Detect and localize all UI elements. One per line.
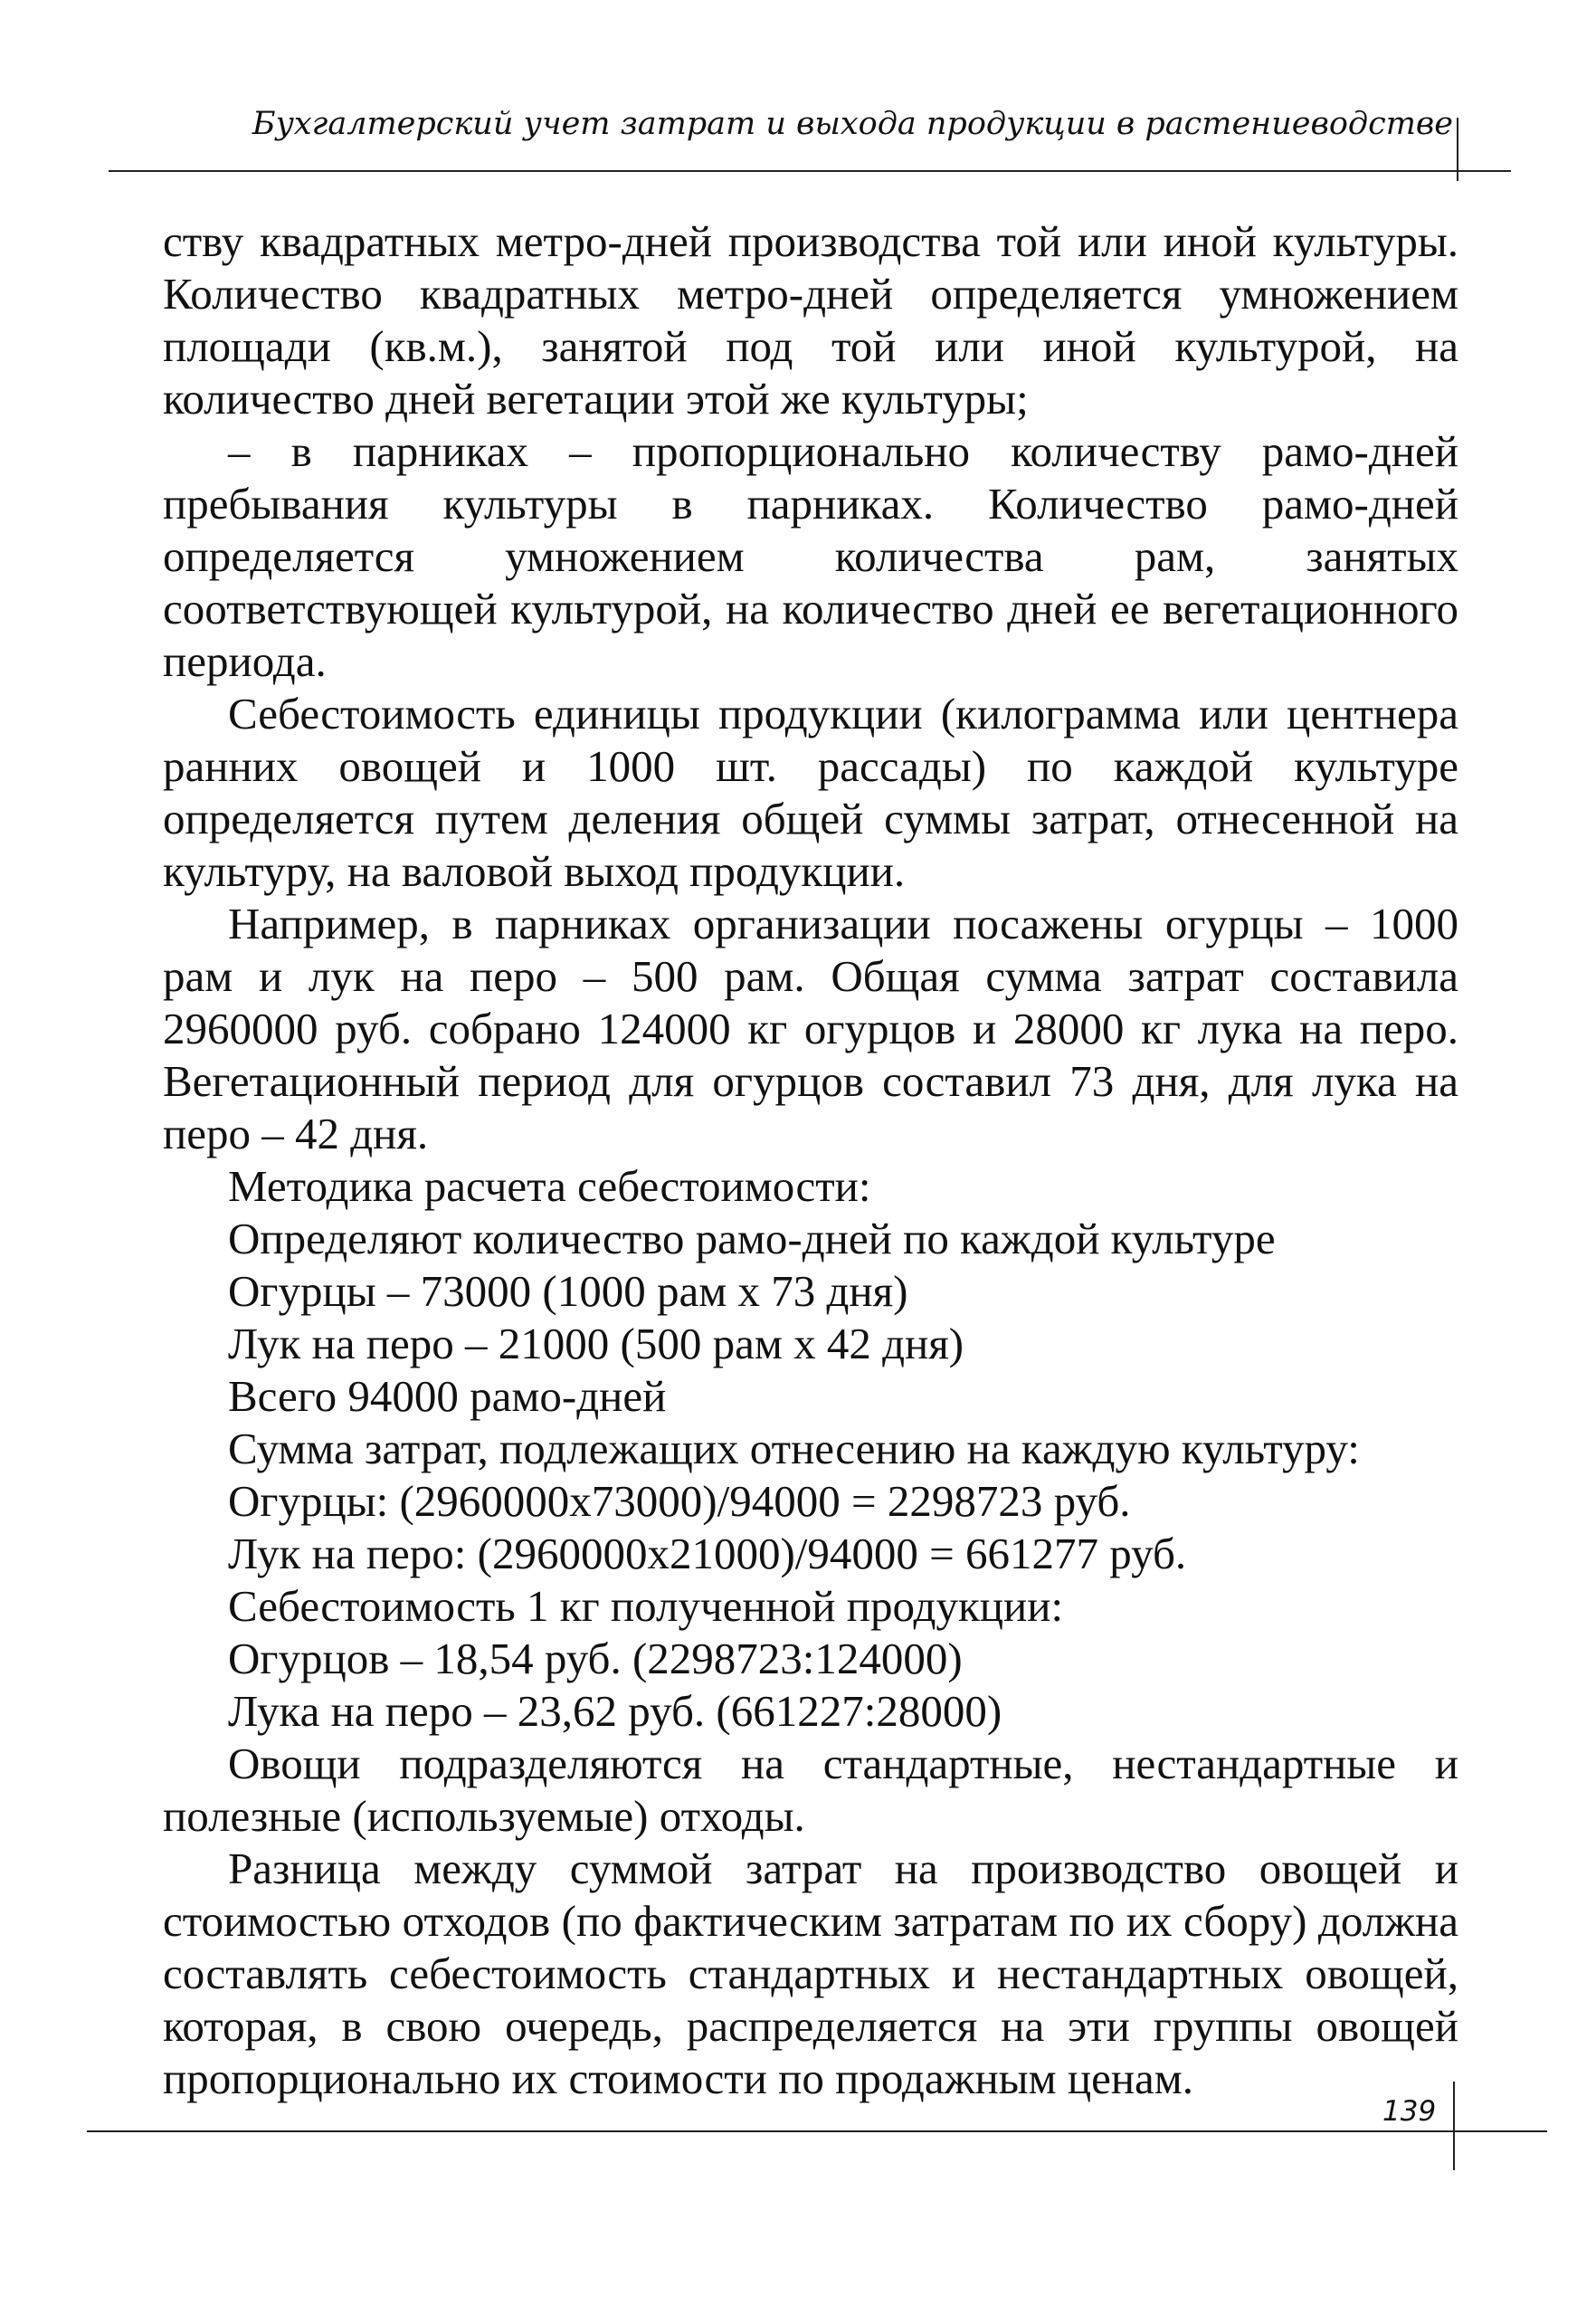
calc-line: Всего 94000 рамо-дней xyxy=(228,1371,667,1421)
paragraph: ству квадратных метро-дней производства той или иной культуры. Количество квадратных метро-дней определяется умножением площади (кв.м.), занятой под той или иной культурой, на количество дней вегетации этой же культуры; xyxy=(163,216,1458,424)
calc-line: Лук на перо – 21000 (500 рам х 42 дня) xyxy=(228,1319,964,1368)
calc-line: Себестоимость 1 кг полученной продукции: xyxy=(228,1581,1064,1631)
calc-line: Огурцы: (2960000х73000)/94000 = 2298723 руб. xyxy=(228,1476,1131,1526)
header-rule xyxy=(109,170,1511,172)
method-heading: Методика расчета себестоимости: xyxy=(228,1161,871,1211)
calc-line: Сумма затрат, подлежащих отнесению на каждую культуру: xyxy=(228,1424,1360,1473)
paragraph: Себестоимость единицы продукции (килограмма или центнера ранних овощей и 1000 шт. рассады) по каждой культуре определяется путем деления общей суммы затрат, отнесенной на культуру, на валовой выход продукции. xyxy=(163,689,1458,896)
paragraph: Разница между суммой затрат на производство овощей и стоимостью отходов (по фактическим затратам по их сбору) должна составлять себестоимость стандартных и нестандартных овощей, которая, в свою очередь, распределяется на эти группы овощей пропорционально их стоимости по продажным ценам. xyxy=(163,1844,1458,2103)
calc-line: Огурцы – 73000 (1000 рам х 73 дня) xyxy=(228,1266,908,1316)
calc-line: Огурцов – 18,54 руб. (2298723:124000) xyxy=(228,1634,963,1683)
paragraph: Например, в парниках организации посажены огурцы – 1000 рам и лук на перо – 500 рам. Общая сумма затрат составила 2960000 руб. собрано 124000 кг огурцов и 28000 кг лука на перо. Вегетационный период для огурцов составил 73 дня, для лука на перо – 42 дня. xyxy=(163,899,1458,1158)
footer-vertical-rule xyxy=(1453,2082,1455,2170)
paragraph: Овощи подразделяются на стандартные, нестандартные и полезные (используемые) отходы. xyxy=(163,1739,1458,1841)
footer-rule xyxy=(87,2130,1547,2132)
calc-line: Лук на перо: (2960000х21000)/94000 = 661277 руб. xyxy=(228,1529,1187,1578)
calc-line: Лука на перо – 23,62 руб. (661227:28000) xyxy=(228,1686,1002,1736)
page-body xyxy=(163,215,1458,2105)
calc-line: Определяют количество рамо-дней по каждой культуре xyxy=(228,1214,1276,1263)
page-number: 139 xyxy=(1382,2095,1437,2128)
paragraph: – в парниках – пропорционально количеству рамо-дней пребывания культуры в парниках. Количество рамо-дней определяется умножением количества рам, занятых соответствующей культурой, на количество дней ее вегетационного периода. xyxy=(163,426,1458,686)
running-head: Бухгалтерский учет затрат и выхода продукции в растениеводстве xyxy=(252,106,1453,142)
